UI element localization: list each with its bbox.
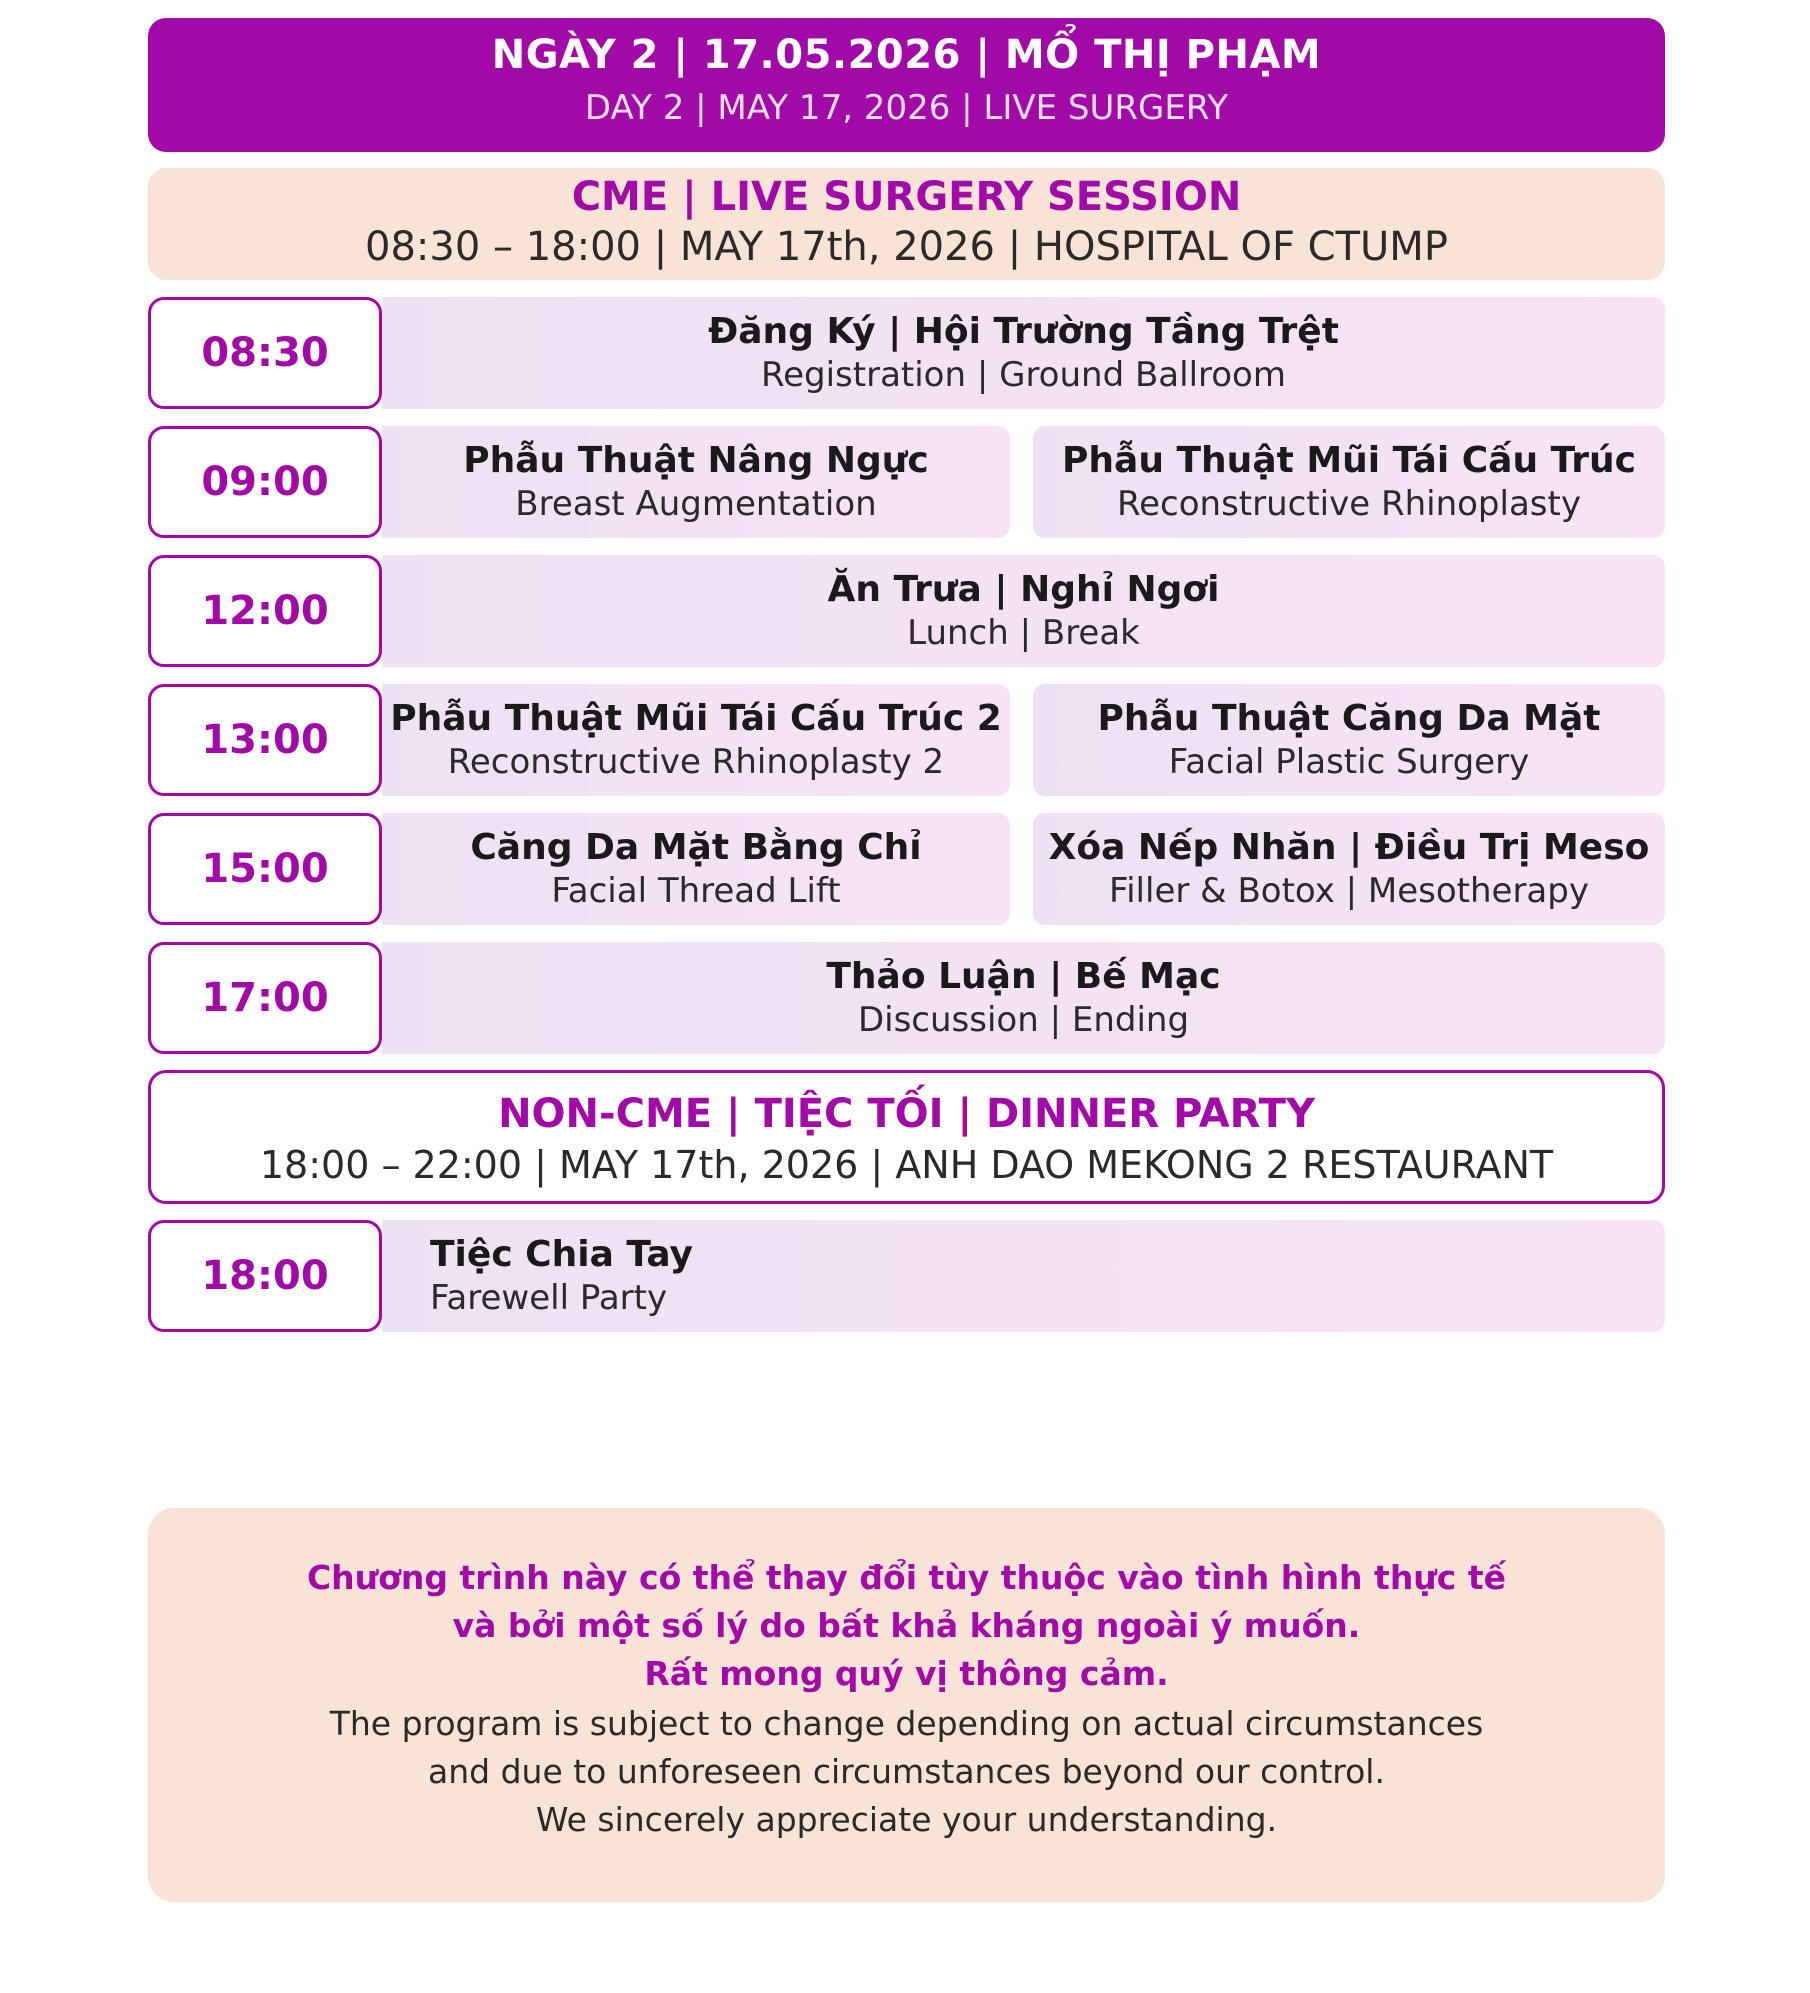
noncme-session-title: NON-CME | TIỆC TỐI | DINNER PARTY <box>498 1091 1315 1137</box>
cme-session-details: 08:30 – 18:00 | MAY 17th, 2026 | HOSPITAL OF CTUMP <box>365 224 1448 270</box>
schedule-row <box>148 942 1665 1054</box>
schedule-item <box>1033 426 1665 538</box>
item-title-vi: Tiệc Chia Tay <box>430 1234 693 1275</box>
schedule-item <box>382 426 1010 538</box>
day-header <box>148 18 1665 152</box>
note-line-en: and due to unforeseen circumstances beyond our control. <box>428 1752 1385 1791</box>
note-line-en: We sincerely appreciate your understanding. <box>535 1800 1278 1839</box>
schedule-item <box>382 555 1665 667</box>
time-slot: 15:00 <box>148 813 382 925</box>
item-title-vi: Xóa Nếp Nhăn | Điều Trị Meso <box>1048 827 1650 868</box>
schedule-item <box>382 297 1665 409</box>
schedule-item <box>382 1220 1665 1332</box>
item-title-en: Reconstructive Rhinoplasty 2 <box>447 742 945 782</box>
item-title-vi: Phẫu Thuật Mũi Tái Cấu Trúc <box>1062 440 1636 481</box>
schedule-item <box>1033 684 1665 796</box>
item-title-vi: Thảo Luận | Bế Mạc <box>826 956 1221 997</box>
schedule-row <box>148 813 1665 925</box>
item-title-en: Facial Plastic Surgery <box>1168 742 1530 782</box>
schedule-row <box>148 555 1665 667</box>
item-title-vi: Căng Da Mặt Bằng Chỉ <box>470 827 922 868</box>
time-slot: 18:00 <box>148 1220 382 1332</box>
schedule-item <box>382 684 1010 796</box>
time-slot: 13:00 <box>148 684 382 796</box>
schedule-item <box>382 813 1010 925</box>
disclaimer-note <box>148 1508 1665 1902</box>
item-title-vi: Ăn Trưa | Nghỉ Ngơi <box>827 569 1220 610</box>
time-slot: 12:00 <box>148 555 382 667</box>
time-slot: 09:00 <box>148 426 382 538</box>
schedule-row <box>148 684 1665 796</box>
day-title-en: DAY 2 | MAY 17, 2026 | LIVE SURGERY <box>584 88 1229 128</box>
schedule-item <box>382 942 1665 1054</box>
schedule-row <box>148 1220 1665 1332</box>
item-title-en: Discussion | Ending <box>857 1000 1190 1040</box>
item-title-en: Filler & Botox | Mesotherapy <box>1109 871 1589 911</box>
item-title-vi: Đăng Ký | Hội Trường Tầng Trệt <box>708 311 1339 352</box>
time-slot: 08:30 <box>148 297 382 409</box>
cme-session-title: CME | LIVE SURGERY SESSION <box>571 174 1242 220</box>
item-title-vi: Phẫu Thuật Căng Da Mặt <box>1097 698 1601 739</box>
item-title-en: Facial Thread Lift <box>551 871 841 911</box>
item-title-vi: Phẫu Thuật Mũi Tái Cấu Trúc 2 <box>390 698 1002 739</box>
note-line-en: The program is subject to change depending on actual circumstances <box>329 1704 1484 1743</box>
time-slot: 17:00 <box>148 942 382 1054</box>
item-title-en: Lunch | Break <box>907 613 1140 653</box>
schedule-row <box>148 297 1665 409</box>
item-title-en: Registration | Ground Ballroom <box>761 355 1286 395</box>
noncme-session-details: 18:00 – 22:00 | MAY 17th, 2026 | ANH DAO MEKONG 2 RESTAURANT <box>259 1143 1554 1187</box>
cme-session-banner <box>148 168 1665 280</box>
schedule-row <box>148 426 1665 538</box>
item-title-en: Reconstructive Rhinoplasty <box>1117 484 1581 524</box>
item-title-en: Breast Augmentation <box>515 484 877 524</box>
day-title-vi: NGÀY 2 | 17.05.2026 | MỔ THỊ PHẠM <box>491 32 1322 78</box>
note-line-vi: và bởi một số lý do bất khả kháng ngoài ý muốn. <box>452 1606 1361 1645</box>
item-title-en: Farewell Party <box>430 1278 668 1318</box>
noncme-session-banner <box>148 1070 1665 1204</box>
note-line-vi: Chương trình này có thể thay đổi tùy thuộc vào tình hình thực tế <box>306 1558 1507 1597</box>
schedule-item <box>1033 813 1665 925</box>
item-title-vi: Phẫu Thuật Nâng Ngực <box>463 440 929 481</box>
note-line-vi: Rất mong quý vị thông cảm. <box>644 1654 1169 1693</box>
